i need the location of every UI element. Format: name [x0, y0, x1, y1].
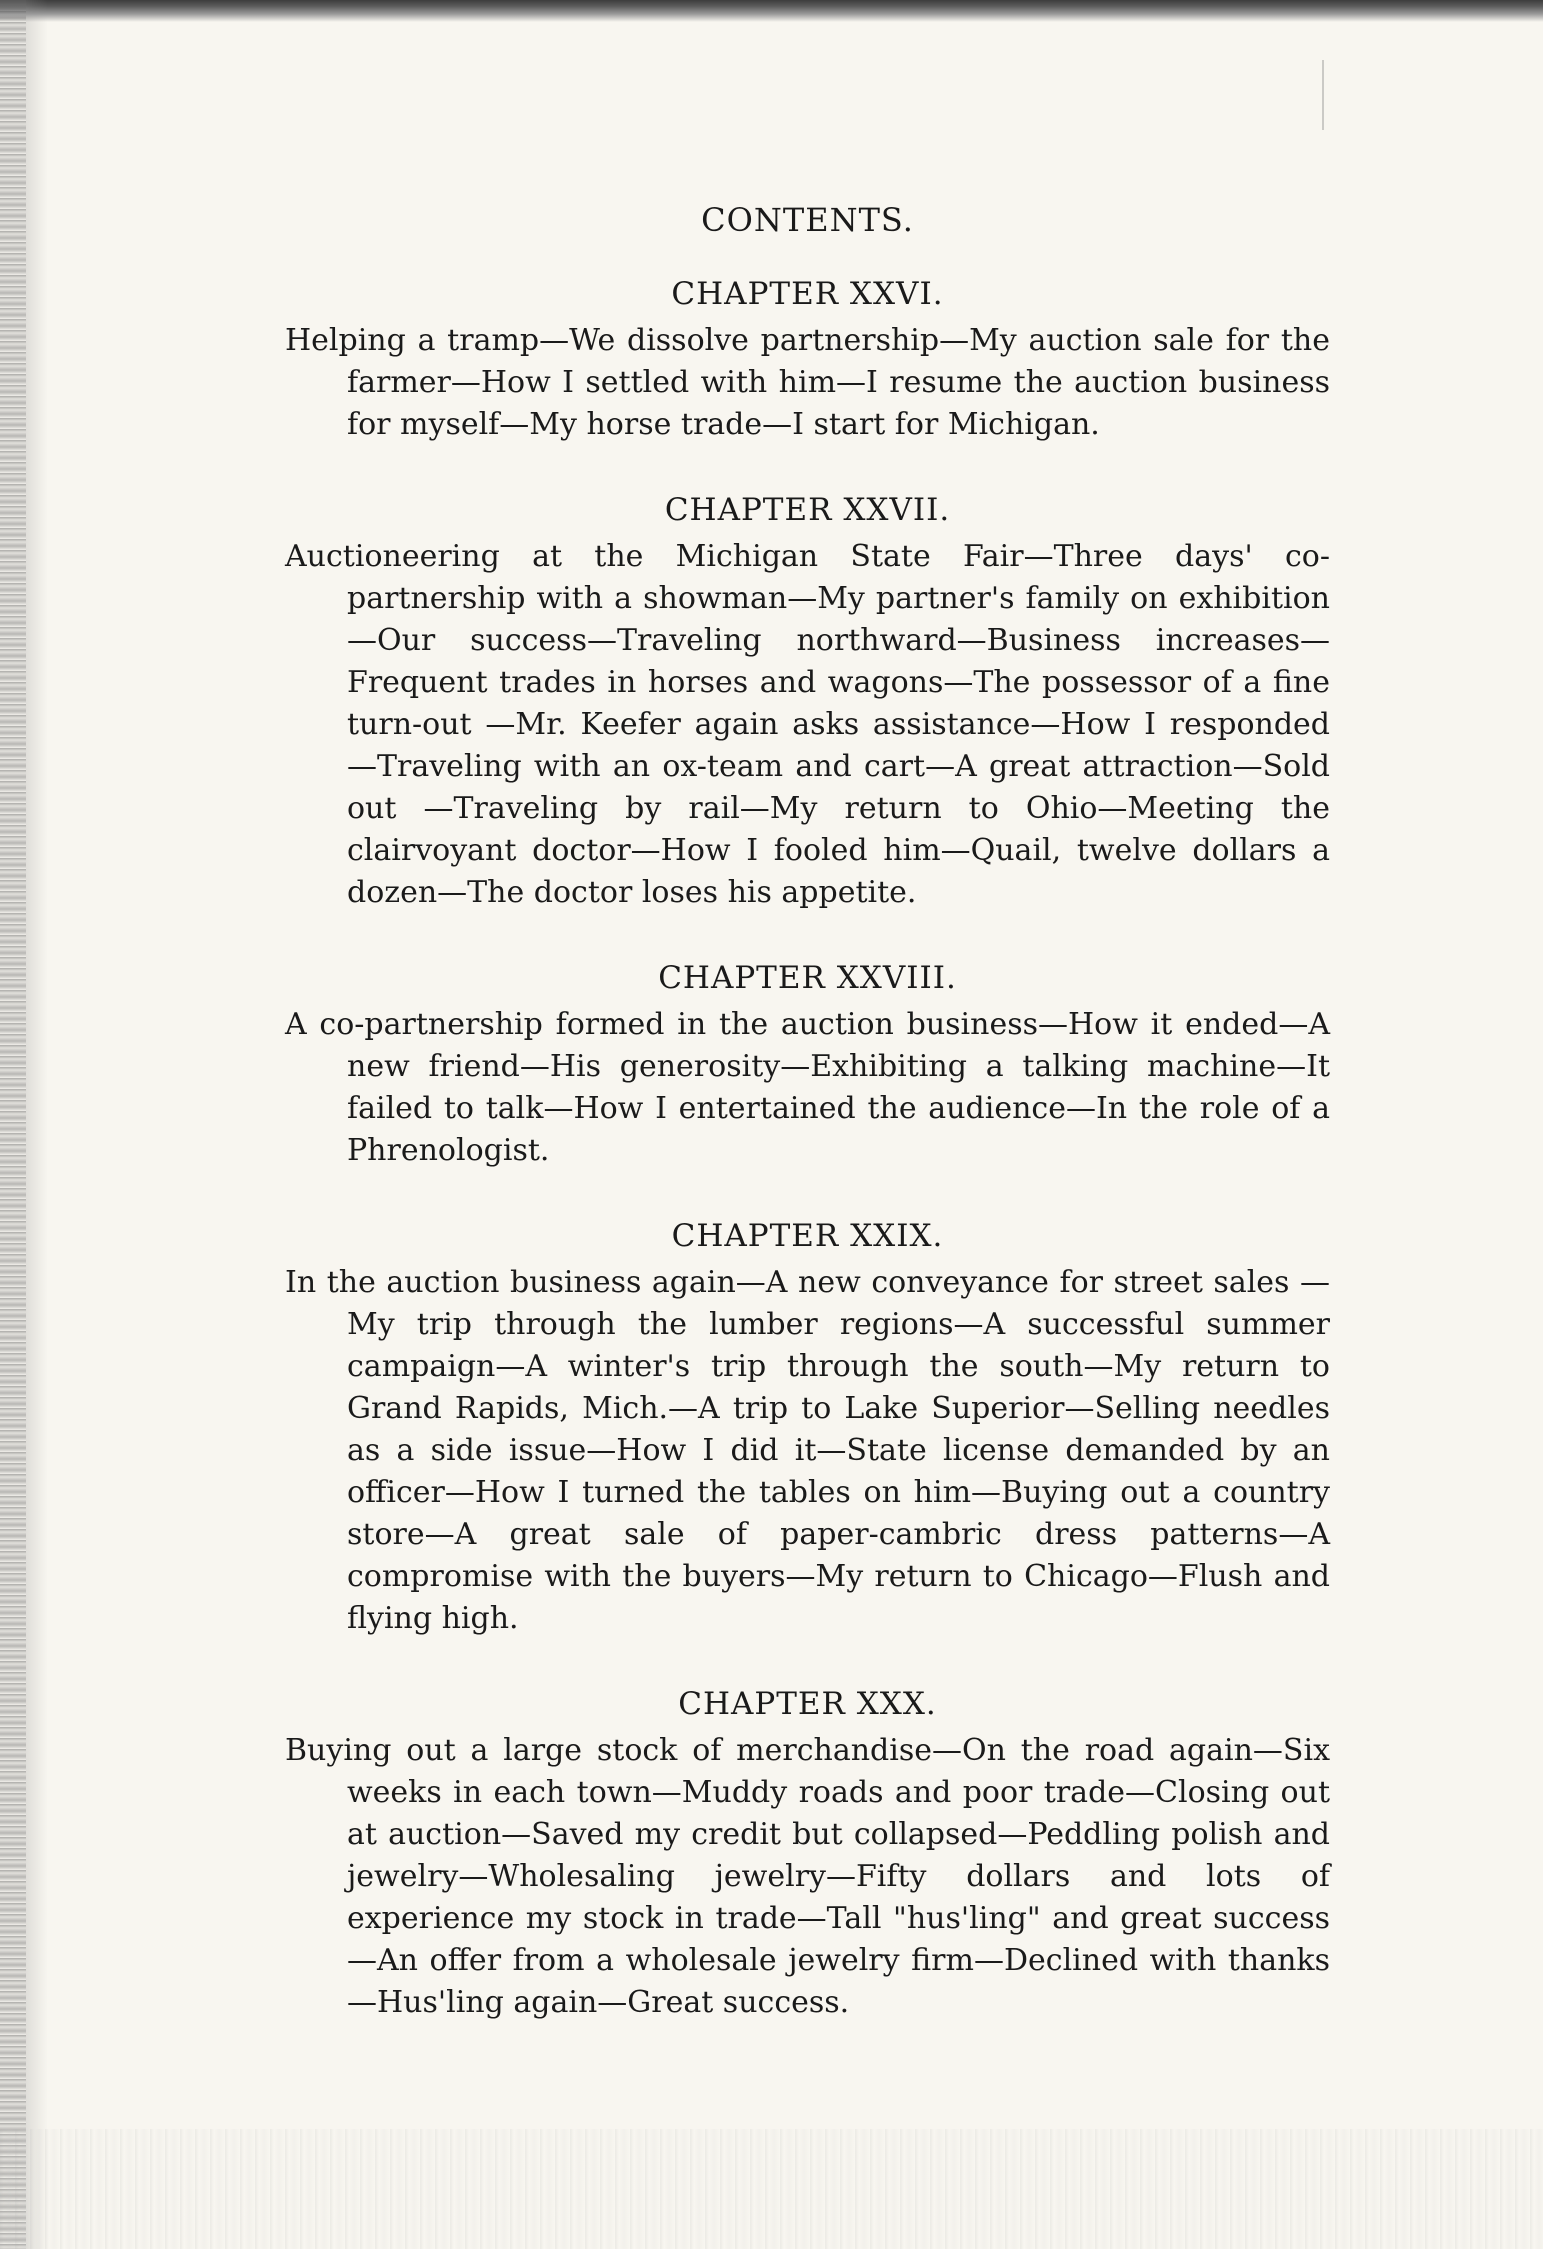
contents-section — [285, 200, 1330, 2068]
chapter-summary: Buying out a large stock of merchandise—On the road again—Six weeks in each town—Muddy roads and poor trade—Closing out at auction—Saved my credit but collapsed—Peddling polish and jewelry—Wholesaling jewelry—Fifty dollars and lots of experience my stock in trade—Tall "hus'ling" and great success—An offer from a wholesale jewelry firm—Declined with thanks—Hus'ling again—Great success. — [285, 1733, 1330, 2020]
chapter-entry — [285, 274, 1330, 446]
page-title: CONTENTS. — [701, 201, 914, 239]
chapter-heading: CHAPTER XXX. — [678, 1686, 937, 1722]
chapter-summary: A co-partnership formed in the auction business—How it ended—A new friend—His generosity—Exhibiting a talking machine—It failed to talk—How I entertained the audience—In the role of a Phrenologist. — [285, 1007, 1330, 1168]
chapter-heading: CHAPTER XXIX. — [671, 1218, 944, 1254]
chapter-entry — [285, 490, 1330, 914]
chapter-entry — [285, 958, 1330, 1172]
chapter-entry — [285, 1216, 1330, 1640]
scan-top-edge — [0, 0, 1543, 22]
chapter-summary: Helping a tramp—We dissolve partnership—My auction sale for the farmer—How I settled with him—I resume the auction business for myself—My horse trade—I start for Michigan. — [285, 323, 1330, 442]
chapter-heading: CHAPTER XXVI. — [671, 276, 944, 312]
scan-bottom-noise — [0, 2129, 1543, 2249]
chapter-summary: In the auction business again—A new conveyance for street sales —My trip through the lumber regions—A successful summer campaign—A winter's trip through the south—My return to Grand Rapids, Mich.—A trip to Lake Superior—Selling needles as a side issue—How I did it—State license demanded by an officer—How I turned the tables on him—Buying out a country store—A great sale of paper-cambric dress patterns—A compromise with the buyers—My return to Chicago—Flush and flying high. — [285, 1265, 1330, 1636]
chapter-entry — [285, 1684, 1330, 2024]
chapter-summary: Auctioneering at the Michigan State Fair—Three days' co-partnership with a showman—My partner's family on exhibition—Our success—Traveling northward—Business increases—Frequent trades in horses and wagons—The possessor of a fine turn-out —Mr. Keefer again asks assistance—How I responded—Traveling with an ox-team and cart—A great attraction—Sold out —Traveling by rail—My return to Ohio—Meeting the clairvoyant doctor—How I fooled him—Quail, twelve dollars a dozen—The doctor loses his appetite. — [285, 539, 1330, 910]
scan-mark — [1322, 60, 1324, 130]
chapter-heading: CHAPTER XXVIII. — [658, 960, 957, 996]
chapter-heading: CHAPTER XXVII. — [664, 492, 951, 528]
scan-binding-edge — [0, 0, 26, 2249]
